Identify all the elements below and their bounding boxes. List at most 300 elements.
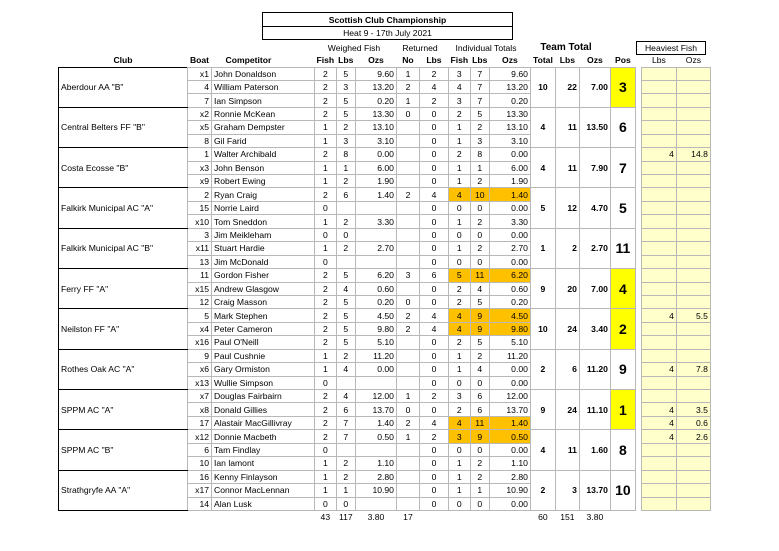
competitor-name: Mark Stephen (212, 309, 315, 322)
team-total-fish: 2 (530, 349, 555, 389)
grand-total-fish: 43 (320, 512, 331, 523)
weighed-lbs: 2 (336, 457, 355, 470)
individual-lbs: 0 (470, 228, 489, 241)
individual-ozs: 6.20 (489, 269, 530, 282)
weighed-ozs: 9.60 (355, 67, 396, 80)
returned-lbs: 2 (419, 94, 448, 107)
weighed-lbs: 5 (336, 107, 355, 120)
col-competitor: Competitor (225, 55, 272, 66)
weighed-ozs: 9.80 (355, 322, 396, 335)
heaviest-lbs (641, 269, 676, 282)
team-total-ozs: 4.70 (579, 188, 610, 228)
weighed-ozs: 2.80 (355, 470, 396, 483)
heaviest-lbs (641, 175, 676, 188)
individual-fish: 0 (448, 228, 470, 241)
competitor-name: Tam Findlay (212, 443, 315, 456)
weighed-fish: 2 (315, 80, 337, 93)
individual-lbs: 11 (470, 269, 489, 282)
club-name: Falkirk Municipal AC "B" (59, 228, 188, 268)
competitor-name: Donald Gillies (212, 403, 315, 416)
individual-ozs: 0.20 (489, 295, 530, 308)
team-total-lbs: 22 (555, 67, 579, 107)
heaviest-ozs (676, 484, 710, 497)
individual-lbs: 0 (470, 443, 489, 456)
weighed-lbs: 7 (336, 416, 355, 429)
table-row (59, 228, 711, 241)
grand-team-lbs: 151 (560, 512, 575, 523)
col-returned-lbs: Lbs (426, 55, 442, 66)
returned-no: 2 (396, 188, 419, 201)
individual-ozs: 0.20 (489, 94, 530, 107)
team-total-ozs: 13.70 (579, 470, 610, 510)
individual-lbs: 0 (470, 201, 489, 214)
individual-lbs: 8 (470, 148, 489, 161)
heaviest-ozs (676, 457, 710, 470)
weighed-fish: 2 (315, 269, 337, 282)
position-badge: 3 (610, 67, 635, 107)
col-boat: Boat (189, 55, 210, 66)
individual-fish: 1 (448, 349, 470, 362)
position-badge: 2 (610, 309, 635, 349)
returned-lbs: 0 (419, 349, 448, 362)
weighed-fish: 2 (315, 390, 337, 403)
returned-no (396, 336, 419, 349)
individual-ozs: 3.30 (489, 215, 530, 228)
heaviest-ozs (676, 121, 710, 134)
position-badge: 10 (610, 470, 635, 510)
heaviest-lbs (641, 188, 676, 201)
heaviest-ozs (676, 94, 710, 107)
team-total-lbs: 6 (555, 349, 579, 389)
heaviest-ozs: 14.8 (676, 148, 710, 161)
competitor-name: William Paterson (212, 80, 315, 93)
competitor-name: Donnie Macbeth (212, 430, 315, 443)
weighed-fish: 2 (315, 309, 337, 322)
returned-lbs: 0 (419, 228, 448, 241)
weighed-lbs: 2 (336, 470, 355, 483)
boat-number: 3 (188, 228, 212, 241)
weighed-lbs: 5 (336, 309, 355, 322)
col-individual-lbs: Lbs (472, 55, 488, 66)
group-header-returned: Returned (402, 43, 438, 53)
individual-lbs: 2 (470, 215, 489, 228)
individual-fish: 2 (448, 295, 470, 308)
competitor-name: Alastair MacGillivray (212, 416, 315, 429)
page-subtitle: Heat 9 - 17th July 2021 (343, 28, 432, 38)
team-total-fish: 9 (530, 269, 555, 309)
weighed-fish: 2 (315, 416, 337, 429)
returned-no (396, 148, 419, 161)
returned-no: 0 (396, 107, 419, 120)
individual-ozs: 0.00 (489, 228, 530, 241)
returned-lbs: 0 (419, 497, 448, 510)
weighed-lbs: 4 (336, 282, 355, 295)
heaviest-lbs: 4 (641, 403, 676, 416)
boat-number: 8 (188, 134, 212, 147)
competitor-name: Wullie Simpson (212, 376, 315, 389)
individual-fish: 1 (448, 121, 470, 134)
heaviest-ozs: 0.6 (676, 416, 710, 429)
team-total-ozs: 1.60 (579, 430, 610, 470)
heaviest-ozs (676, 67, 710, 80)
heaviest-lbs (641, 228, 676, 241)
grand-total-ozs: 3.80 (367, 512, 385, 523)
page-title: Scottish Club Championship (328, 15, 447, 25)
competitor-name: Norrie Laird (212, 201, 315, 214)
individual-lbs: 3 (470, 134, 489, 147)
individual-fish: 2 (448, 403, 470, 416)
heaviest-lbs: 4 (641, 148, 676, 161)
individual-ozs: 0.00 (489, 255, 530, 268)
boat-number: x15 (188, 282, 212, 295)
weighed-fish: 0 (315, 443, 337, 456)
heaviest-lbs (641, 443, 676, 456)
individual-ozs: 0.00 (489, 443, 530, 456)
individual-ozs: 0.00 (489, 376, 530, 389)
weighed-ozs: 0.50 (355, 430, 396, 443)
individual-fish: 0 (448, 376, 470, 389)
club-name: Falkirk Municipal AC "A" (59, 188, 188, 228)
table-row (59, 67, 711, 80)
returned-no: 1 (396, 430, 419, 443)
returned-lbs: 0 (419, 336, 448, 349)
team-total-ozs: 3.40 (579, 309, 610, 349)
weighed-ozs: 13.10 (355, 121, 396, 134)
heaviest-ozs (676, 215, 710, 228)
club-name: Ferry FF "A" (59, 269, 188, 309)
weighed-fish: 2 (315, 322, 337, 335)
individual-ozs: 1.10 (489, 457, 530, 470)
individual-ozs: 0.50 (489, 430, 530, 443)
weighed-ozs (355, 255, 396, 268)
weighed-ozs: 13.30 (355, 107, 396, 120)
weighed-lbs: 2 (336, 215, 355, 228)
boat-number: x16 (188, 336, 212, 349)
individual-ozs: 9.60 (489, 67, 530, 80)
individual-lbs: 5 (470, 295, 489, 308)
gt-blank-iozs (489, 510, 530, 523)
returned-no: 2 (396, 322, 419, 335)
heaviest-ozs (676, 376, 710, 389)
individual-lbs: 7 (470, 67, 489, 80)
team-total-fish: 10 (530, 67, 555, 107)
weighed-fish: 2 (315, 336, 337, 349)
individual-ozs: 5.10 (489, 336, 530, 349)
individual-lbs: 2 (470, 457, 489, 470)
heaviest-lbs (641, 94, 676, 107)
individual-lbs: 6 (470, 390, 489, 403)
returned-no (396, 242, 419, 255)
returned-no (396, 457, 419, 470)
returned-lbs: 0 (419, 121, 448, 134)
title-box (262, 12, 513, 27)
club-name: Costa Ecosse "B" (59, 148, 188, 188)
individual-fish: 2 (448, 148, 470, 161)
heaviest-lbs (641, 121, 676, 134)
heaviest-ozs (676, 201, 710, 214)
returned-lbs: 0 (419, 376, 448, 389)
returned-lbs: 0 (419, 242, 448, 255)
weighed-lbs: 2 (336, 349, 355, 362)
individual-ozs: 2.80 (489, 470, 530, 483)
returned-lbs: 0 (419, 134, 448, 147)
team-total-ozs: 2.70 (579, 228, 610, 268)
individual-lbs: 9 (470, 309, 489, 322)
weighed-lbs (336, 376, 355, 389)
boat-number: x9 (188, 175, 212, 188)
grand-team-fish: 60 (538, 512, 548, 523)
weighed-ozs: 5.10 (355, 336, 396, 349)
grand-total-lbs: 117 (338, 512, 353, 523)
weighed-lbs: 1 (336, 484, 355, 497)
table-row (59, 349, 711, 362)
weighed-lbs: 7 (336, 430, 355, 443)
individual-fish: 1 (448, 215, 470, 228)
individual-lbs: 4 (470, 363, 489, 376)
heaviest-lbs (641, 215, 676, 228)
individual-fish: 0 (448, 443, 470, 456)
weighed-ozs: 6.20 (355, 269, 396, 282)
boat-number: 10 (188, 457, 212, 470)
individual-lbs: 10 (470, 188, 489, 201)
returned-lbs: 0 (419, 363, 448, 376)
heaviest-lbs: 4 (641, 416, 676, 429)
returned-lbs: 6 (419, 269, 448, 282)
position-badge: 4 (610, 269, 635, 309)
competitor-name: Paul O'Neill (212, 336, 315, 349)
returned-lbs: 0 (419, 255, 448, 268)
position-badge: 1 (610, 390, 635, 430)
individual-fish: 4 (448, 416, 470, 429)
team-total-lbs: 12 (555, 188, 579, 228)
table-row (59, 107, 711, 120)
results-table (58, 54, 711, 524)
returned-no (396, 201, 419, 214)
col-returned-no: No (402, 55, 414, 66)
heaviest-ozs: 7.8 (676, 363, 710, 376)
weighed-ozs: 3.10 (355, 134, 396, 147)
position-badge: 7 (610, 148, 635, 188)
competitor-name: Connor MacLennan (212, 484, 315, 497)
individual-ozs: 6.00 (489, 161, 530, 174)
boat-number: 6 (188, 443, 212, 456)
returned-lbs: 2 (419, 390, 448, 403)
team-total-ozs: 7.00 (579, 269, 610, 309)
competitor-name: Gary Ormiston (212, 363, 315, 376)
club-name: Central Belters FF "B" (59, 107, 188, 147)
weighed-lbs: 8 (336, 148, 355, 161)
weighed-fish: 2 (315, 188, 337, 201)
heaviest-lbs (641, 497, 676, 510)
position-badge: 8 (610, 430, 635, 470)
weighed-ozs (355, 497, 396, 510)
individual-ozs: 11.20 (489, 349, 530, 362)
table-row (59, 430, 711, 443)
heaviest-ozs (676, 443, 710, 456)
gt-blank-hlbs (641, 510, 676, 523)
returned-lbs: 0 (419, 201, 448, 214)
individual-ozs: 4.50 (489, 309, 530, 322)
position-badge: 11 (610, 228, 635, 268)
returned-no: 1 (396, 390, 419, 403)
individual-ozs: 13.30 (489, 107, 530, 120)
weighed-fish: 2 (315, 94, 337, 107)
group-header-team: Team Total (540, 42, 592, 53)
individual-lbs: 2 (470, 175, 489, 188)
col-heaviest-ozs: Ozs (685, 55, 702, 66)
returned-no (396, 161, 419, 174)
position-badge: 6 (610, 107, 635, 147)
individual-lbs: 7 (470, 94, 489, 107)
team-total-lbs: 20 (555, 269, 579, 309)
competitor-name: Ian Simpson (212, 94, 315, 107)
individual-lbs: 2 (470, 470, 489, 483)
weighed-lbs: 0 (336, 497, 355, 510)
individual-lbs: 0 (470, 376, 489, 389)
returned-lbs: 0 (419, 295, 448, 308)
individual-fish: 1 (448, 161, 470, 174)
boat-number: 14 (188, 497, 212, 510)
boat-number: 13 (188, 255, 212, 268)
gt-blank-ifish (448, 510, 470, 523)
returned-no (396, 175, 419, 188)
boat-number: x17 (188, 484, 212, 497)
boat-number: 17 (188, 416, 212, 429)
heaviest-ozs (676, 336, 710, 349)
weighed-ozs: 1.10 (355, 457, 396, 470)
weighed-ozs (355, 376, 396, 389)
boat-number: x5 (188, 121, 212, 134)
team-total-lbs: 11 (555, 430, 579, 470)
grand-total-returned-no: 17 (403, 512, 413, 523)
individual-ozs: 3.10 (489, 134, 530, 147)
returned-no (396, 484, 419, 497)
team-total-lbs: 3 (555, 470, 579, 510)
competitor-name: Robert Ewing (212, 175, 315, 188)
team-total-fish: 4 (530, 430, 555, 470)
returned-no (396, 255, 419, 268)
weighed-fish: 2 (315, 430, 337, 443)
boat-number: 2 (188, 188, 212, 201)
table-row (59, 269, 711, 282)
heaviest-lbs (641, 134, 676, 147)
heaviest-ozs (676, 390, 710, 403)
col-heaviest-lbs: Lbs (651, 55, 666, 66)
returned-no (396, 363, 419, 376)
heaviest-ozs (676, 242, 710, 255)
col-individual-ozs: Ozs (502, 55, 518, 66)
weighed-lbs: 3 (336, 80, 355, 93)
weighed-fish: 1 (315, 470, 337, 483)
col-ozs: Ozs (368, 55, 384, 66)
heaviest-ozs (676, 188, 710, 201)
heaviest-ozs: 3.5 (676, 403, 710, 416)
weighed-ozs: 3.30 (355, 215, 396, 228)
weighed-lbs: 0 (336, 228, 355, 241)
competitor-name: Paul Cushnie (212, 349, 315, 362)
position-badge: 9 (610, 349, 635, 389)
individual-fish: 4 (448, 80, 470, 93)
returned-lbs: 0 (419, 443, 448, 456)
individual-lbs: 9 (470, 322, 489, 335)
boat-number: x13 (188, 376, 212, 389)
grand-team-ozs: 3.80 (586, 512, 604, 523)
individual-fish: 1 (448, 470, 470, 483)
heaviest-lbs (641, 484, 676, 497)
subtitle-box (262, 26, 513, 40)
position-badge: 5 (610, 188, 635, 228)
individual-ozs: 1.40 (489, 416, 530, 429)
returned-lbs: 0 (419, 107, 448, 120)
team-total-fish: 2 (530, 470, 555, 510)
individual-fish: 3 (448, 94, 470, 107)
individual-lbs: 5 (470, 336, 489, 349)
club-name: Rothes Oak AC "A" (59, 349, 188, 389)
individual-lbs: 2 (470, 349, 489, 362)
weighed-fish: 2 (315, 107, 337, 120)
individual-ozs: 1.40 (489, 188, 530, 201)
weighed-lbs (336, 201, 355, 214)
returned-no: 2 (396, 416, 419, 429)
individual-lbs: 2 (470, 242, 489, 255)
individual-lbs: 2 (470, 121, 489, 134)
heaviest-ozs (676, 295, 710, 308)
heaviest-ozs (676, 175, 710, 188)
weighed-ozs (355, 443, 396, 456)
team-total-fish: 1 (530, 228, 555, 268)
individual-lbs: 0 (470, 255, 489, 268)
col-fish: Fish (316, 55, 335, 66)
team-total-fish: 4 (530, 107, 555, 147)
individual-fish: 4 (448, 188, 470, 201)
weighed-fish: 0 (315, 497, 337, 510)
gt-blank-hozs (676, 510, 710, 523)
col-team-total: Total (532, 55, 553, 66)
weighed-lbs: 4 (336, 390, 355, 403)
competitor-name: John Donaldson (212, 67, 315, 80)
weighed-lbs: 6 (336, 188, 355, 201)
returned-lbs: 4 (419, 188, 448, 201)
individual-fish: 5 (448, 269, 470, 282)
individual-lbs: 1 (470, 484, 489, 497)
individual-lbs: 5 (470, 107, 489, 120)
heaviest-ozs (676, 228, 710, 241)
boat-number: x1 (188, 67, 212, 80)
heaviest-lbs: 4 (641, 363, 676, 376)
weighed-lbs: 2 (336, 175, 355, 188)
boat-number: 9 (188, 349, 212, 362)
returned-lbs: 0 (419, 403, 448, 416)
table-row (59, 390, 711, 403)
individual-ozs: 10.90 (489, 484, 530, 497)
heaviest-lbs (641, 282, 676, 295)
competitor-name: Graham Dempster (212, 121, 315, 134)
weighed-ozs: 4.50 (355, 309, 396, 322)
individual-ozs: 0.60 (489, 282, 530, 295)
weighed-ozs (355, 201, 396, 214)
competitor-name: Andrew Glasgow (212, 282, 315, 295)
individual-fish: 1 (448, 484, 470, 497)
gt-blank-club (59, 510, 188, 523)
individual-lbs: 11 (470, 416, 489, 429)
returned-lbs: 4 (419, 80, 448, 93)
boat-number: 15 (188, 201, 212, 214)
gt-blank-rlbs (419, 510, 448, 523)
competitor-name: Douglas Fairbairn (212, 390, 315, 403)
boat-number: x12 (188, 430, 212, 443)
returned-lbs: 0 (419, 148, 448, 161)
col-team-lbs: Lbs (559, 55, 576, 66)
